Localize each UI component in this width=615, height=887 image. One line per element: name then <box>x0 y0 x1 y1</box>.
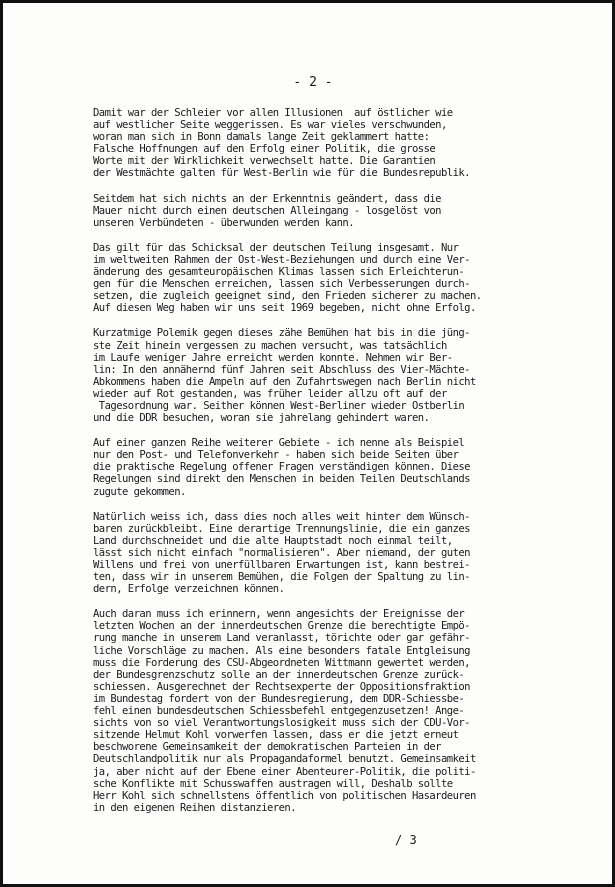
text-line: ja, aber nicht auf der Ebene einer Abenteurer-Politik, die politi- <box>93 765 476 778</box>
next-page-marker: / 3 <box>395 833 417 847</box>
text-line: rung manche in unserem Land veranlasst, törichte oder gar gefähr- <box>93 632 470 645</box>
text-line: Regelungen sind direkt den Menschen in beiden Teilen Deutschlands <box>93 473 470 486</box>
page-number: - 2 - <box>293 75 333 90</box>
text-line: Worte mit der Wirklichkeit verwechselt hatte. Die Garantien <box>93 155 436 168</box>
text-line: beschworene Gemeinsamkeit der demokratischen Parteien in der <box>93 741 441 754</box>
paragraph-1 <box>93 107 563 180</box>
text-line: sitzende Helmut Kohl vorwerfen lassen, dass er die jetzt erneut <box>93 729 459 742</box>
text-line: Auf diesen Weg haben wir uns seit 1969 begeben, nicht ohne Erfolg. <box>93 302 476 315</box>
text-line: muss die Forderung des CSU-Abgeordneten Wittmann gewertet werden, <box>93 656 470 669</box>
text-line: Abkommens haben die Ampeln auf den Zufahrtswegen nach Berlin nicht <box>93 375 476 388</box>
text-line: in den eigenen Reihen distanzieren. <box>93 801 296 814</box>
text-line: Willens und frei von unerfüllbaren Erwartungen ist, kann bestrei- <box>93 559 470 571</box>
text-line: lin: In den annähernd fünf Jahren seit Abschluss des Vier-Mächte- <box>93 363 470 376</box>
text-line: Herr Kohl sich schnellstens öffentlich von politischen Hasardeuren <box>93 789 476 802</box>
paragraph-2 <box>93 193 563 229</box>
text-line: wieder auf Rot gestanden, was früher leider allzu oft auf der <box>93 387 447 400</box>
text-line: fehl einen bundesdeutschen Schiessbefehl entgegenzusetzen! Ange- <box>93 705 465 718</box>
text-line: Damit war der Schleier vor allen Illusionen auf östlicher wie <box>93 107 453 119</box>
text-line: Das gilt für das Schicksal der deutschen Teilung insgesamt. Nur <box>93 241 459 254</box>
text-line: Seitdem hat sich nichts an der Erkenntnis geändert, dass die <box>93 192 441 205</box>
text-line: liche Vorschläge zu machen. Als eine besonders fatale Entgleisung <box>93 644 470 657</box>
text-line: nur den Post- und Telefonverkehr - haben sich beide Seiten über <box>93 449 459 462</box>
text-line: Falsche Hoffnungen auf den Erfolg einer Politik, die grosse <box>93 143 436 156</box>
text-line: zugute gekommen. <box>93 485 186 498</box>
text-line: sichts von so viel Verantwortungslosigkeit muss sich der CDU-Vor- <box>93 717 470 730</box>
body-text <box>93 107 563 827</box>
text-line: auf westlicher Seite weggerissen. Es war vieles verschwunden, <box>93 119 447 132</box>
paragraph-3 <box>93 242 563 315</box>
paragraph-6 <box>93 511 563 596</box>
text-line: Land durchschneidet und die alte Hauptstadt noch einmal teilt, <box>93 534 453 547</box>
text-line: der Bundesgrenzschutz solle an der innerdeutschen Grenze zurück- <box>93 668 465 681</box>
text-line: im Bundestag fordert von der Bundesregierung, dem DDR-Schiessbe- <box>93 692 465 705</box>
text-line: Tagesordnung war. Seither können West-Berliner wieder Ostberlin <box>93 399 465 412</box>
text-line: setzen, die zugleich geeignet sind, den Frieden sicherer zu machen. <box>93 290 482 303</box>
text-line: Kurzatmige Polemik gegen dieses zähe Bemühen hat bis in die jüng- <box>93 327 470 340</box>
text-line: ste Zeit hinein vergessen zu machen versucht, was tatsächlich <box>93 339 447 352</box>
text-line: Natürlich weiss ich, dass dies noch alles weit hinter dem Wünsch- <box>93 510 470 523</box>
text-line: gen für die Menschen erreichen, lassen sich Verbesserungen durch- <box>93 278 470 291</box>
text-line: Auch daran muss ich erinnern, wenn angesichts der Ereignisse der <box>93 608 465 621</box>
text-line: schiessen. Ausgerechnet der Rechtsexperte der Oppositionsfraktion <box>93 680 470 693</box>
text-line: der Westmächte galten für West-Berlin wie für die Bundesrepublik. <box>93 167 470 180</box>
text-line: und die DDR besuchen, woran sie jahrelang gehindert waren. <box>93 412 430 425</box>
text-line: ten, dass wir in unserem Bemühen, die Folgen der Spaltung zu lin- <box>93 571 470 584</box>
text-line: lässt sich nicht einfach "normalisieren". Aber niemand, der guten <box>93 546 470 559</box>
paragraph-5 <box>93 437 563 497</box>
text-line: sche Konflikte mit Schusswaffen austragen will, Deshalb sollte <box>93 777 453 790</box>
text-line: woran man sich in Bonn damals lange Zeit geklammert hatte: <box>93 131 430 144</box>
paragraph-4 <box>93 327 563 424</box>
text-line: unseren Verbündeten - überwunden werden kann. <box>93 216 354 229</box>
text-line: im Laufe weniger Jahre erreicht werden konnte. Nehmen wir Ber- <box>93 351 453 364</box>
text-line: letzten Wochen an der innerdeutschen Grenze die berechtigte Empö- <box>93 620 470 633</box>
text-line: Deutschlandpolitik nur als Propagandaformel benutzt. Gemeinsamkeit <box>93 753 476 766</box>
text-line: im weltweiten Rahmen der Ost-West-Beziehungen und durch eine Ver- <box>93 253 470 266</box>
text-line: Mauer nicht durch einen deutschen Alleingang - losgelöst von <box>93 204 441 217</box>
text-line: die praktische Regelung offener Fragen verständigen können. Diese <box>93 461 470 474</box>
text-line: Auf einer ganzen Reihe weiterer Gebiete - ich nenne als Beispiel <box>93 437 465 450</box>
paragraph-7 <box>93 608 563 814</box>
text-line: änderung des gesamteuropäischen Klimas lassen sich Erleichterun- <box>93 266 465 279</box>
text-line: dern, Erfolge verzeichnen können. <box>93 583 285 596</box>
text-line: baren zurückbleibt. Eine derartige Trennungslinie, die ein ganzes <box>93 522 470 535</box>
